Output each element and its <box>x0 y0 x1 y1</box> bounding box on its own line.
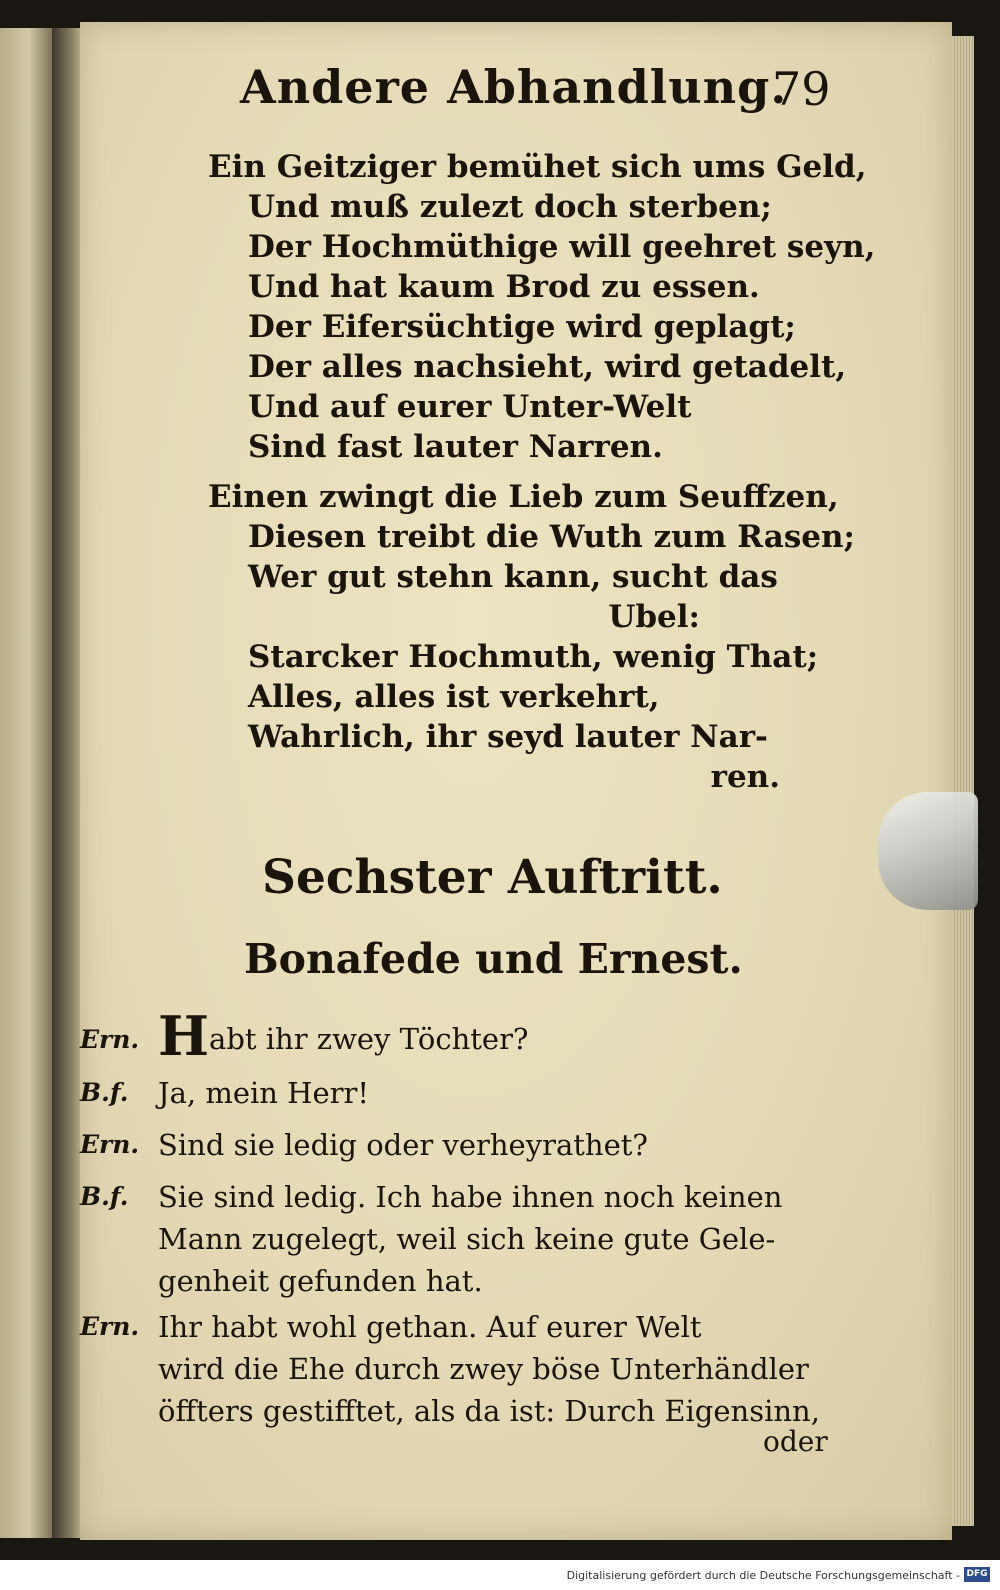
page-number: 79 <box>772 62 831 116</box>
verse-line: Sind fast lauter Narren. <box>248 429 663 465</box>
verse-line: Der Hochmüthige will geehret seyn, <box>248 229 876 265</box>
speech-line: abt ihr zwey Töchter? <box>209 1022 529 1056</box>
speech-line: Ihr habt wohl gethan. Auf eurer Welt <box>158 1310 702 1344</box>
verse-line: Ein Geitziger bemühet sich ums Geld, <box>208 149 867 185</box>
dialogue-entry <box>80 1004 828 1068</box>
speech-line: Sie sind ledig. Ich habe ihnen noch keinen <box>158 1180 783 1214</box>
verse-line: Und hat kaum Brod zu essen. <box>248 269 760 305</box>
speaker-label: Ern. <box>80 1025 140 1054</box>
speech-line: Ja, mein Herr! <box>158 1076 370 1110</box>
speech <box>158 1306 828 1432</box>
verse-line: Starcker Hochmuth, wenig That; <box>248 639 819 675</box>
page-stack-edge <box>952 36 974 1526</box>
verse-line: Und muß zulezt doch sterben; <box>248 189 772 225</box>
speech <box>158 1176 828 1302</box>
speech-line: Mann zugelegt, weil sich keine gute Gele- <box>158 1222 776 1256</box>
speech-line: wird die Ehe durch zwey böse Unterhändler <box>158 1352 809 1386</box>
verse-line: Der alles nachsieht, wird getadelt, <box>248 349 847 385</box>
page-clip <box>878 792 978 910</box>
speaker-label: Ern. <box>80 1312 140 1341</box>
speech-line: genheit gefunden hat. <box>158 1264 483 1298</box>
speaker-label: Ern. <box>80 1130 140 1159</box>
speaker-label: B.f. <box>80 1078 129 1107</box>
verse-line: Ubel: <box>608 599 700 635</box>
verse-line: Diesen treibt die Wuth zum Rasen; <box>248 519 855 555</box>
verse-line: ren. <box>710 759 780 795</box>
speaker-label: B.f. <box>80 1182 129 1211</box>
verse-stanza-2 <box>208 477 855 797</box>
verse-line: Der Eifersüchtige wird geplagt; <box>248 309 796 345</box>
scene-title: Sechster Auftritt. <box>262 850 723 905</box>
dialogue-entry <box>80 1176 828 1302</box>
speech <box>158 1004 828 1068</box>
catch-word: oder <box>763 1425 828 1458</box>
speech <box>158 1072 828 1114</box>
dialogue-entry <box>80 1072 828 1114</box>
scene-characters: Bonafede und Ernest. <box>244 935 743 983</box>
dialogue-entry <box>80 1124 828 1166</box>
dfg-logo: DFG <box>964 1567 990 1582</box>
verse-line: Wer gut stehn kann, sucht das <box>248 559 778 595</box>
verse-line: Alles, alles ist verkehrt, <box>248 679 660 715</box>
verse-line: Und auf eurer Unter-Welt <box>248 389 692 425</box>
facing-page-edge <box>0 28 52 1538</box>
verse-line: Wahrlich, ihr seyd lauter Nar- <box>248 719 768 755</box>
speech-line: Sind sie ledig oder verheyrathet? <box>158 1128 648 1162</box>
speech <box>158 1124 828 1166</box>
footer-credit: Digitalisierung gefördert durch die Deutsche Forschungsgemeinschaft - <box>566 1569 960 1582</box>
speech-line: öffters gestifftet, als da ist: Durch Eigensinn, <box>158 1394 820 1428</box>
dialogue-entry <box>80 1306 828 1432</box>
drop-initial: H <box>158 1004 210 1068</box>
running-head: Andere Abhandlung. <box>240 60 788 114</box>
verse-stanza-1 <box>208 147 875 467</box>
verse-line: Einen zwingt die Lieb zum Seuffzen, <box>208 479 839 515</box>
